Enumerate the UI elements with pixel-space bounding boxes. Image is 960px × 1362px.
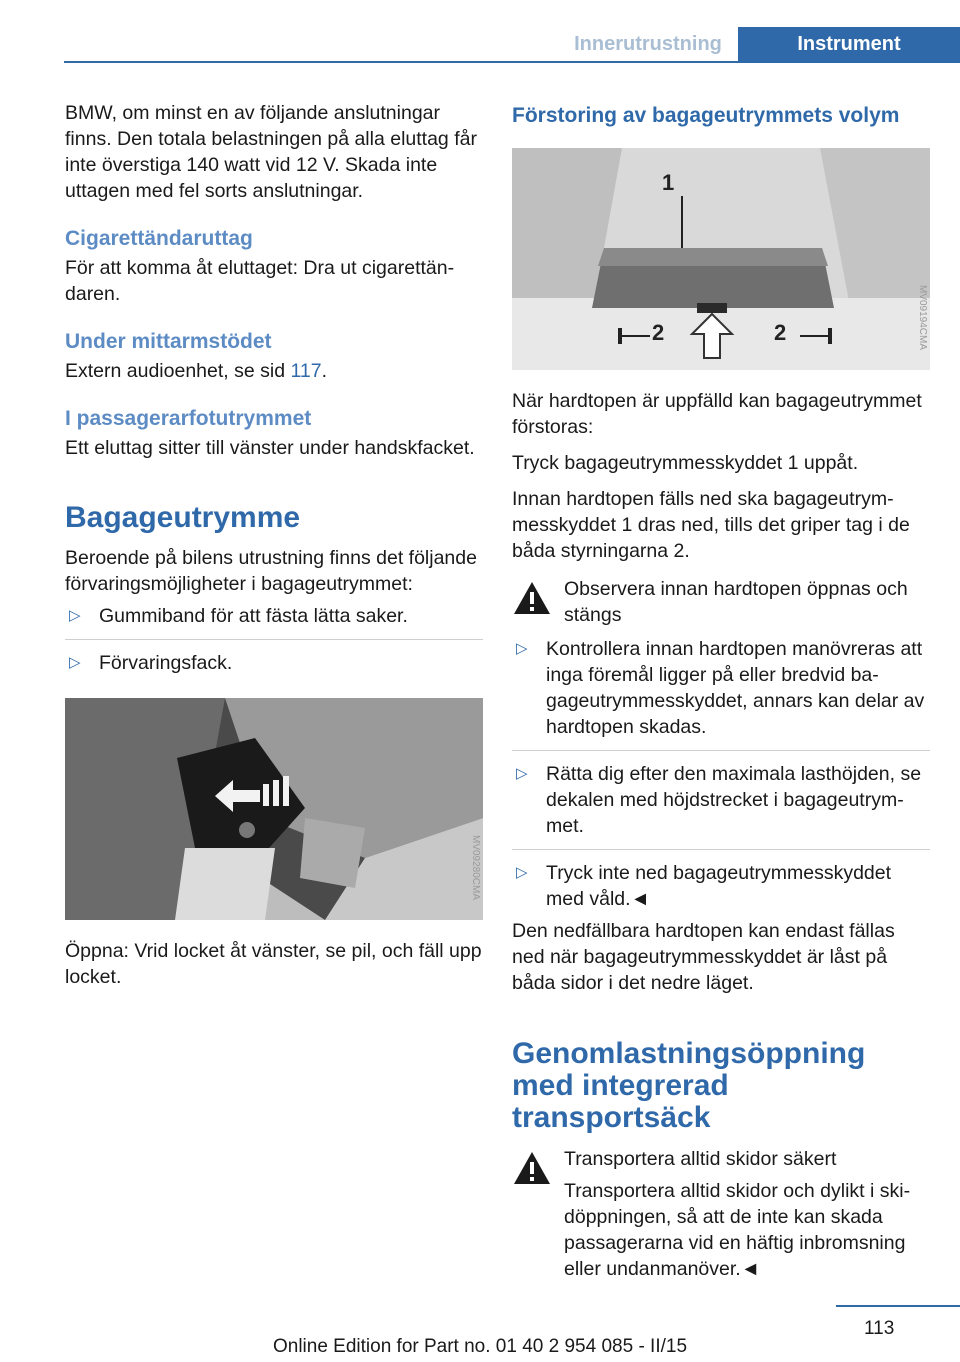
warning-title-hardtop: Observera innan hardtopen öppnas och stängs bbox=[564, 578, 908, 626]
footer-edition: Online Edition for Part no. 01 40 2 954 085 - II/15 bbox=[272, 1336, 688, 1357]
trunk-cover-photo bbox=[512, 148, 930, 370]
warning-block-hardtop bbox=[512, 576, 930, 628]
warning-triangle-icon bbox=[512, 1150, 552, 1186]
list-item bbox=[512, 636, 930, 751]
triangle-bullet-icon: ▷ bbox=[516, 864, 528, 881]
footer-rule bbox=[836, 1305, 960, 1307]
list-item bbox=[65, 603, 483, 640]
list-item bbox=[65, 650, 483, 686]
paragraph-open-lid: Öppna: Vrid locket åt vänster, se pil, och fäll upp locket. bbox=[65, 940, 482, 988]
paragraph-mittarmstod-text: Extern audioenhet, se sid bbox=[65, 360, 291, 382]
heading-bagageutrymme: Bagageutrymme bbox=[65, 501, 301, 534]
storage-compartment-photo bbox=[65, 698, 483, 920]
list-item-text: Kontrollera innan hardtopen manövreras att inga föremål ligger på eller bredvid bagageutrymmesskyddet, annars kan delar av hardtopen skadas. bbox=[546, 638, 925, 738]
paragraph-bagageutrymme: Beroende på bilens utrustning finns det följande förvaringsmöjligheter i bagageutrymmet: bbox=[65, 547, 477, 595]
triangle-bullet-icon: ▷ bbox=[69, 607, 81, 624]
heading-genomlastningsoppning: Genomlastningsöppning med integrerad transportsäck bbox=[512, 1037, 866, 1134]
label-cover-1: 1 bbox=[662, 170, 675, 195]
paragraph-mittarmstod-end: . bbox=[321, 360, 327, 382]
heading-forstoring: Förstoring av bagageutrymmets volym bbox=[512, 104, 900, 127]
header-tab-innerutrustning[interactable]: Innerutrustning bbox=[574, 32, 722, 55]
label-guide-2-left: 2 bbox=[652, 320, 665, 345]
triangle-bullet-icon: ▷ bbox=[516, 765, 528, 782]
paragraph-cigarettandaruttag: För att komma åt eluttaget: Dra ut cigarettändaren. bbox=[65, 257, 455, 305]
list-item bbox=[512, 860, 930, 918]
warning-text-skis: Transportera alltid skidor och dylikt i skidöppningen, så att de inte kan skada passagerarna vid en häftig inbromsning eller undanmanöver.◄ bbox=[564, 1180, 911, 1280]
warning-block-skis bbox=[512, 1146, 930, 1282]
heading-passagerarfotutrymmet: I passagerarfotutrymmet bbox=[65, 407, 312, 430]
paragraph-passagerarfotutrymmet: Ett eluttag sitter till vänster under handskfacket. bbox=[65, 437, 475, 459]
right-column bbox=[512, 100, 930, 1294]
paragraph-mittarmstod bbox=[65, 358, 483, 384]
page-number: 113 bbox=[864, 1318, 895, 1339]
paragraph-enlarge-2: Tryck bagageutrymmesskyddet 1 uppåt. bbox=[512, 452, 859, 474]
list-item-text: Tryck inte ned bagageutrymmesskyddet med våld.◄ bbox=[546, 862, 892, 910]
triangle-bullet-icon: ▷ bbox=[516, 640, 528, 657]
intro-paragraph: BMW, om minst en av följande anslutningar finns. Den totala belastningen på alla eluttag får inte överstiga 140 watt vid 12 V. Skada inte uttagen med fel sorts anslutningar. bbox=[65, 102, 477, 202]
header-tab-instrument[interactable]: Instrument bbox=[738, 27, 960, 61]
page-link-117[interactable]: 117 bbox=[290, 360, 322, 382]
paragraph-enlarge-1: När hardtopen är uppfälld kan bagageutrymmet förstoras: bbox=[512, 390, 922, 438]
heading-cigarettandaruttag: Cigarettändaruttag bbox=[65, 227, 253, 250]
list-item bbox=[512, 761, 930, 850]
photo-code-label: MV09280CMA bbox=[470, 834, 481, 900]
heading-mittarmstod: Under mittarmstödet bbox=[65, 330, 272, 353]
triangle-bullet-icon: ▷ bbox=[69, 654, 81, 671]
paragraph-enlarge-3: Innan hardtopen fälls ned ska bagageutrymmesskyddet 1 dras ned, tills det griper tag i de båda styrningarna 2. bbox=[512, 488, 910, 562]
left-column bbox=[65, 100, 483, 1000]
label-guide-2-right: 2 bbox=[774, 320, 787, 345]
list-item-text: Förvaringsfack. bbox=[99, 652, 233, 674]
warning-title-skis: Transportera alltid skidor säkert bbox=[564, 1148, 837, 1170]
photo-code-label: MV09194CMA bbox=[917, 284, 928, 350]
header-rule bbox=[64, 61, 960, 63]
warning-triangle-icon bbox=[512, 580, 552, 616]
list-item-text: Gummiband för att fästa lätta saker. bbox=[99, 605, 408, 627]
paragraph-hardtop-lock: Den nedfällbara hardtopen kan endast fällas ned när bagageutrymmesskyddet är låst på båda sidor i det nedre läget. bbox=[512, 920, 895, 994]
list-item-text: Rätta dig efter den maximala lasthöjden, se dekalen med höjdstrecket i bagageutrymmet. bbox=[546, 763, 922, 837]
